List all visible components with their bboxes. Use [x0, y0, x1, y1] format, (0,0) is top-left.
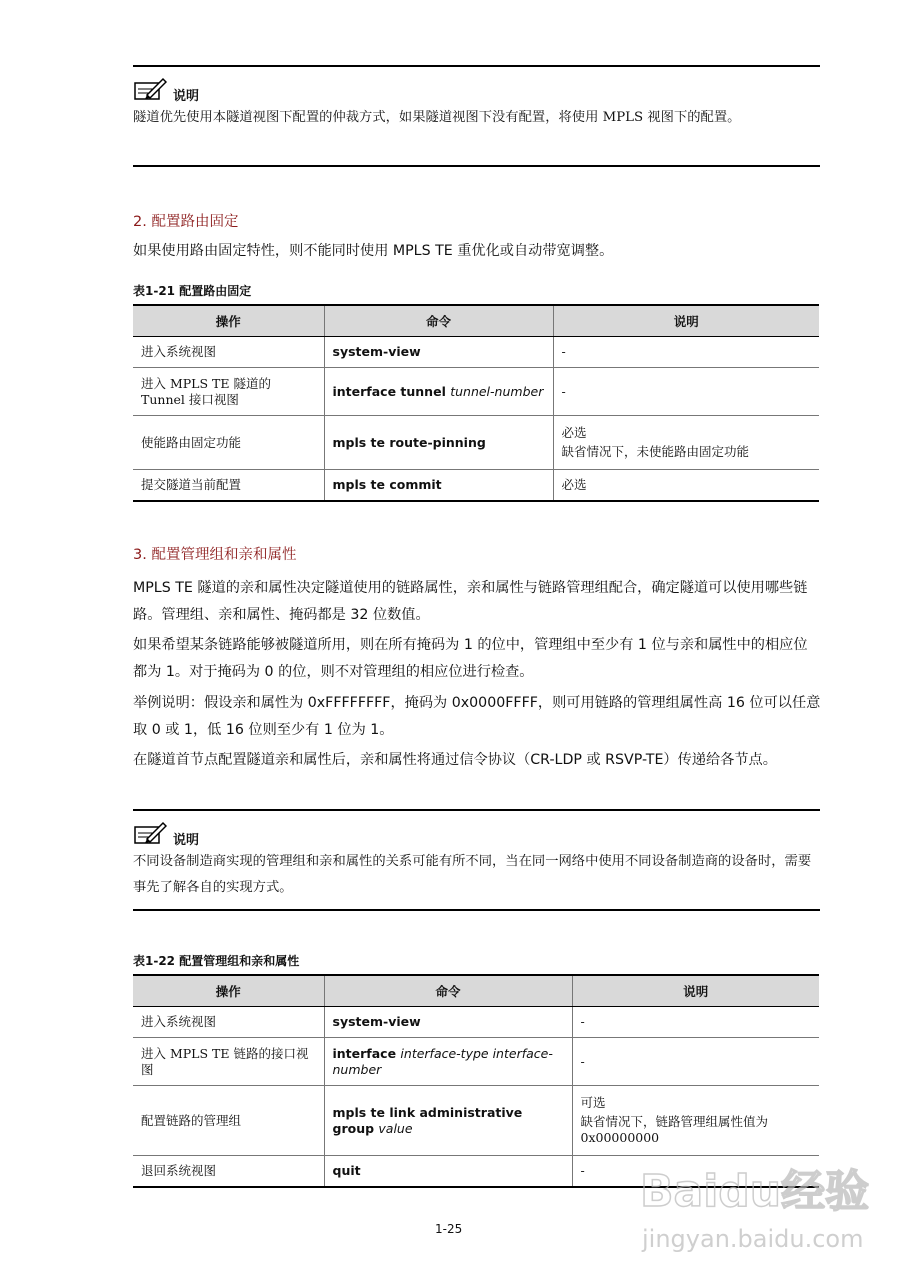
note-box	[133, 65, 820, 167]
table-caption: 表1-22 配置管理组和亲和属性	[133, 954, 300, 968]
table-row: 配置链路的管理组 mpls te link administrative group value 可选 缺省情况下，链路管理组属性值为 0x00000000	[133, 1086, 819, 1156]
column-header: 说明	[553, 305, 819, 337]
watermark-logo: Baidu经验	[640, 1166, 870, 1217]
table-row: 进入 MPLS TE 链路的接口视图 interface interface-type interface-number -	[133, 1038, 819, 1086]
column-header: 命令	[324, 975, 572, 1007]
table-row: 进入系统视图 system-view -	[133, 1007, 819, 1038]
paragraph: 在隧道首节点配置隧道亲和属性后，亲和属性将通过信令协议（CR-LDP 或 RSVP-TE）传递给各节点。	[133, 752, 777, 768]
column-header: 操作	[133, 305, 324, 337]
column-header: 操作	[133, 975, 324, 1007]
note-title: 说明	[173, 88, 200, 104]
page-number: 1-25	[435, 1222, 463, 1236]
table-row: 退回系统视图 quit -	[133, 1156, 819, 1187]
note-pencil-icon	[133, 821, 167, 847]
table-caption: 表1-21 配置路由固定	[133, 284, 252, 298]
note-body: 不同设备制造商实现的管理组和亲和属性的关系可能有所不同，当在同一网络中使用不同设备制造商的设备时，需要事先了解各自的实现方式。	[133, 854, 812, 895]
section-heading: 3. 配置管理组和亲和属性	[133, 547, 297, 563]
table-row: 提交隧道当前配置 mpls te commit 必选	[133, 470, 819, 501]
paragraph: MPLS TE 隧道的亲和属性决定隧道使用的链路属性，亲和属性与链路管理组配合，确定隧道可以使用哪些链路。管理组、亲和属性、掩码都是 32 位数值。	[133, 580, 808, 623]
note-pencil-icon	[133, 77, 167, 103]
paragraph: 如果使用路由固定特性，则不能同时使用 MPLS TE 重优化或自动带宽调整。	[133, 243, 614, 259]
table-row: 使能路由固定功能 mpls te route-pinning 必选 缺省情况下，未使能路由固定功能	[133, 416, 819, 470]
paragraph: 举例说明：假设亲和属性为 0xFFFFFFFF，掩码为 0x0000FFFF，则可用链路的管理组属性高 16 位可以任意取 0 或 1，低 16 位则至少有 1 位为 1。	[133, 695, 821, 738]
note-title: 说明	[173, 832, 200, 848]
column-header: 说明	[572, 975, 819, 1007]
table-row: 进入 MPLS TE 隧道的 Tunnel 接口视图 interface tunnel tunnel-number -	[133, 368, 819, 416]
watermark-url: jingyan.baidu.com	[642, 1225, 864, 1253]
note-body: 隧道优先使用本隧道视图下配置的仲裁方式，如果隧道视图下没有配置，将使用 MPLS 视图下的配置。	[133, 110, 741, 125]
watermark	[640, 1145, 890, 1275]
config-table-route-pinning	[133, 304, 819, 502]
column-header: 命令	[324, 305, 553, 337]
table-row: 进入系统视图 system-view -	[133, 337, 819, 368]
paragraph: 如果希望某条链路能够被隧道所用，则在所有掩码为 1 的位中，管理组中至少有 1 位与亲和属性中的相应位都为 1。对于掩码为 0 的位，则不对管理组的相应位进行检查。	[133, 637, 808, 680]
note-box	[133, 809, 820, 911]
section-heading: 2. 配置路由固定	[133, 214, 239, 230]
